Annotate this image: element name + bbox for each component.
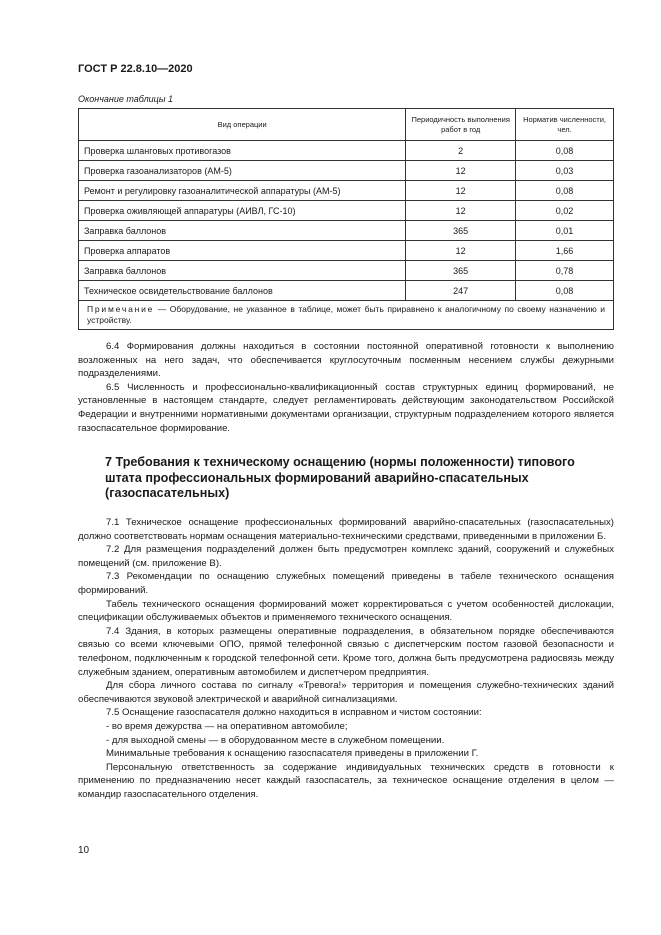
paragraph: 7.4 Здания, в которых размещены оперативные подразделения, в обязательном порядке обеспечиваются связью со всеми ключевыми ОПО, прямой телефонной связью с диспетчерским постом газовой безопасности и телефоном, подключенным к городской телефонной сети. Кроме того, должна быть предусмотрена радиосвязь между служебным зданием, оперативным автомобилем и диспетчером предприятия. — [78, 625, 614, 678]
operation-cell: Проверка аппаратов — [79, 241, 406, 261]
table-row — [79, 241, 614, 261]
note-label: Примечание — [87, 304, 155, 314]
operation-cell: Заправка баллонов — [79, 261, 406, 281]
norm-cell: 0,78 — [516, 261, 614, 281]
section-title: 7 Требования к техническому оснащению (нормы положенности) типового штата профессиональных формирований аварийно-спасательных (газоспасательных) — [105, 455, 575, 501]
table-caption: Окончание таблицы 1 — [78, 94, 173, 104]
table-note — [79, 301, 614, 330]
operations-table — [78, 108, 614, 330]
operation-cell: Заправка баллонов — [79, 221, 406, 241]
norm-cell: 1,66 — [516, 241, 614, 261]
paragraph: 6.4 Формирования должны находиться в состоянии постоянной оперативной готовности к выполнению возложенных на него задач, что обеспечивается круглосуточным посменным несением службы дежурными подразделениями. — [78, 341, 614, 380]
operation-cell: Проверка газоанализаторов (АМ-5) — [79, 161, 406, 181]
periodicity-cell: 247 — [406, 281, 516, 301]
norm-cell: 0,08 — [516, 281, 614, 301]
paragraph: 7.5 Оснащение газоспасателя должно находиться в исправном и чистом состоянии: — [106, 707, 482, 719]
table-row — [79, 261, 614, 281]
table-row — [79, 281, 614, 301]
norm-cell: 0,01 — [516, 221, 614, 241]
table-row — [79, 161, 614, 181]
periodicity-cell: 12 — [406, 181, 516, 201]
paragraph: Минимальные требования к оснащению газоспасателя приведены в приложении Г. — [106, 748, 479, 760]
periodicity-cell: 12 — [406, 241, 516, 261]
periodicity-cell: 365 — [406, 221, 516, 241]
periodicity-cell: 12 — [406, 201, 516, 221]
table-header-row — [79, 109, 614, 141]
norm-cell: 0,08 — [516, 181, 614, 201]
paragraph: 6.5 Численность и профессионально-квалификационный состав структурных единиц формирований, не установленные в настоящем стандарте, следует регламентировать действующим законодательством Российской Федерации и внутренними нормативными документами организации, структурным подразделением которого является газоспасательное формирование. — [78, 381, 614, 434]
list-item: - для выходной смены — в оборудованном месте в служебном помещении. — [106, 734, 445, 746]
operation-cell: Проверка шланговых противогазов — [79, 141, 406, 161]
paragraphs-section-6 — [78, 340, 614, 435]
paragraph: 7.2 Для размещения подразделений должен быть предусмотрен комплекс зданий, сооружений и служебных помещений (см. приложение В). — [78, 544, 614, 569]
operation-cell: Ремонт и регулировку газоаналитической аппаратуры (АМ-5) — [79, 181, 406, 201]
paragraph: Персональную ответственность за содержание индивидуальных технических средств в готовности к применению по предназначению несет каждый газоспасатель, за техническое оснащение отделения в целом — командир газоспасательного отделения. — [78, 761, 614, 800]
paragraphs-section-7 — [78, 516, 614, 801]
periodicity-cell: 365 — [406, 261, 516, 281]
operation-cell: Проверка оживляющей аппаратуры (АИВЛ, ГС-10) — [79, 201, 406, 221]
list-item: - во время дежурства — на оперативном автомобиле; — [106, 720, 348, 732]
table-row — [79, 201, 614, 221]
paragraph: 7.3 Рекомендации по оснащению служебных помещений приведены в табеле технического оснащения формирований. — [78, 571, 614, 596]
paragraph: Для сбора личного состава по сигналу «Тревога!» территория и помещения служебно-технических зданий обеспечиваются звуковой электрической и аварийной сигнализациями. — [78, 680, 614, 705]
note-text: — Оборудование, не указанное в таблице, может быть приравнено к аналогичному по своему назначению и устройству. — [87, 304, 605, 325]
norm-cell: 0,03 — [516, 161, 614, 181]
header-operation: Вид операции — [79, 109, 406, 141]
table-note-row — [79, 301, 614, 330]
paragraph: Табель технического оснащения формирований может корректироваться с учетом особенностей дислокации, спецификации обслуживаемых объектов и применяемого технического оснащения. — [78, 598, 614, 624]
norm-cell: 0,08 — [516, 141, 614, 161]
operation-cell: Техническое освидетельствование баллонов — [79, 281, 406, 301]
table-row — [79, 141, 614, 161]
norm-cell: 0,02 — [516, 201, 614, 221]
table-row — [79, 221, 614, 241]
header-norm: Норматив численности, чел. — [516, 109, 614, 141]
paragraph: 7.1 Техническое оснащение профессиональных формирований аварийно-спасательных (газоспасательных) должно соответствовать нормам оснащения материально-техническими средствами, приведенными в приложении Б. — [78, 517, 614, 542]
page-number: 10 — [78, 845, 90, 856]
document-code: ГОСТ Р 22.8.10—2020 — [78, 63, 193, 75]
periodicity-cell: 2 — [406, 141, 516, 161]
periodicity-cell: 12 — [406, 161, 516, 181]
table-row — [79, 181, 614, 201]
header-periodicity: Периодичность выполнения работ в год — [406, 109, 516, 141]
